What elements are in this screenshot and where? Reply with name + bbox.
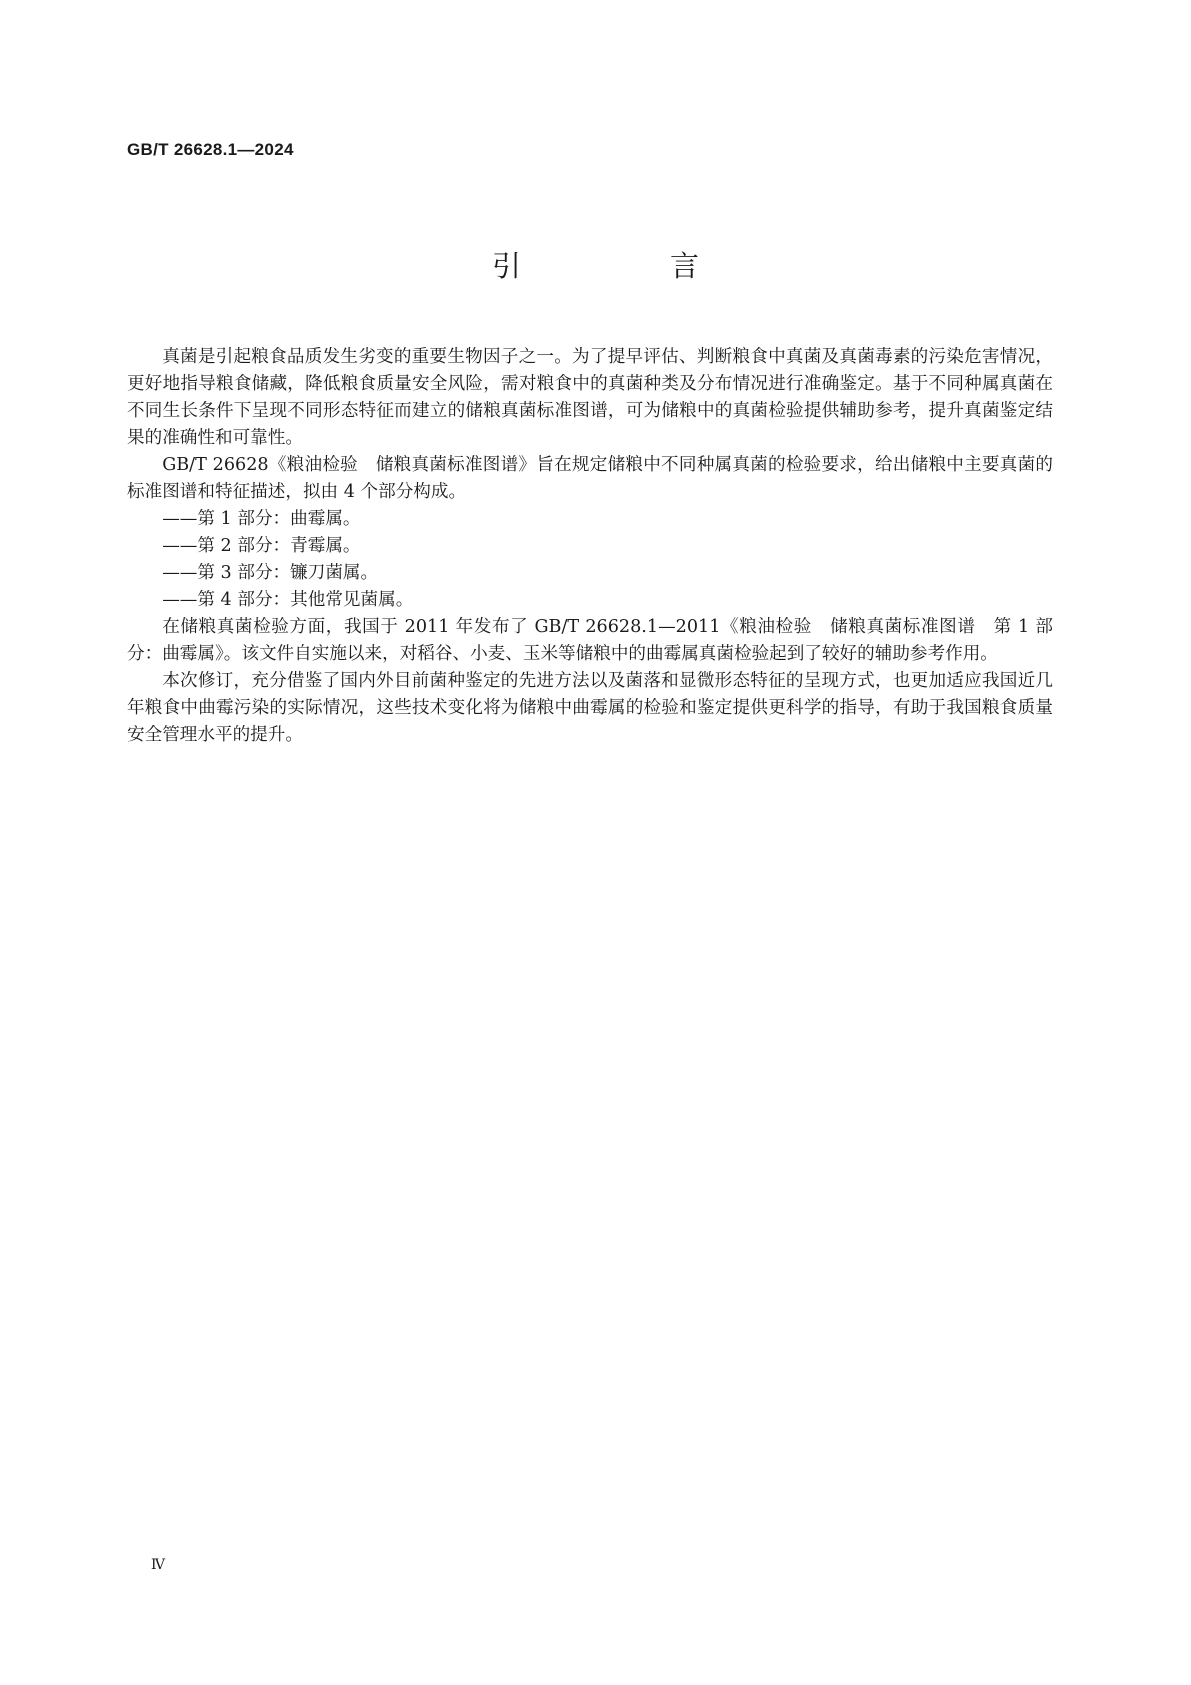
page-title: 引 言 bbox=[491, 249, 759, 283]
standard-number: GB/T 26628.1—2024 bbox=[127, 140, 294, 159]
paragraph-fungi-importance: 真菌是引起粮食品质发生劣变的重要生物因子之一。为了提早评估、判断粮食中真菌及真菌毒素的污染危害情况，更好地指导粮食储藏，降低粮食质量安全风险，需对粮食中的真菌种类及分布情况进行准确鉴定。基于不同种属真菌在不同生长条件下呈现不同形态特征而建立的储粮真菌标准图谱，可为储粮中的真菌检验提供辅助参考，提升真菌鉴定结果的准确性和可靠性。 bbox=[127, 347, 1053, 448]
list-item-part-4: ——第 4 部分：其他常见菌属。 bbox=[162, 590, 414, 610]
paragraph-history: 在储粮真菌检验方面，我国于 2011 年发布了 GB/T 26628.1—2011《粮油检验 储粮真菌标准图谱 第 1 部分：曲霉属》。该文件自实施以来，对稻谷、小麦、玉米等储粮中的曲霉属真菌检验起到了较好的辅助参考作用。 bbox=[127, 617, 1053, 664]
page-number: Ⅳ bbox=[151, 1557, 165, 1573]
list-item-part-2: ——第 2 部分：青霉属。 bbox=[162, 536, 361, 556]
paragraph-revision: 本次修订，充分借鉴了国内外目前菌种鉴定的先进方法以及菌落和显微形态特征的呈现方式，也更加适应我国近几年粮食中曲霉污染的实际情况，这些技术变化将为储粮中曲霉属的检验和鉴定提供更科学的指导，有助于我国粮食质量安全管理水平的提升。 bbox=[127, 671, 1053, 745]
list-item-part-1: ——第 1 部分：曲霉属。 bbox=[162, 509, 361, 529]
introduction-body bbox=[127, 344, 1053, 749]
list-item-part-3: ——第 3 部分：镰刀菌属。 bbox=[162, 563, 379, 583]
paragraph-standard-scope: GB/T 26628《粮油检验 储粮真菌标准图谱》旨在规定储粮中不同种属真菌的检验要求，给出储粮中主要真菌的标准图谱和特征描述，拟由 4 个部分构成。 bbox=[127, 455, 1053, 502]
